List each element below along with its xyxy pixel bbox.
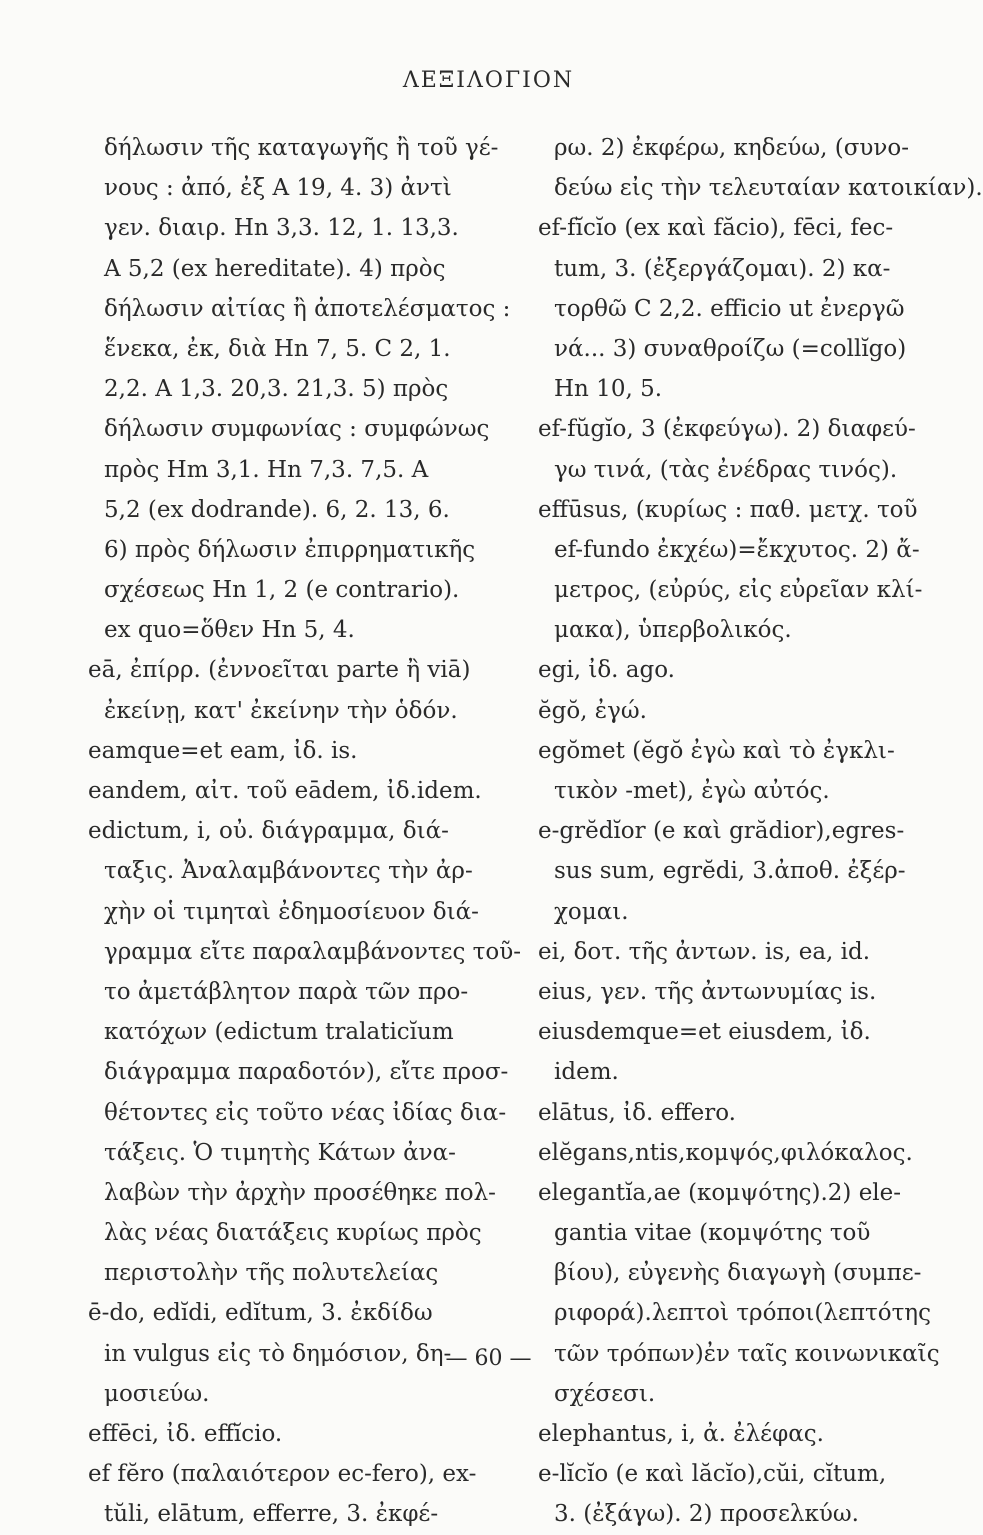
text-line: ἕνεκα, ἐκ, διὰ Hn 7, 5. C 2, 1. <box>104 335 451 362</box>
text-line: διάγραμμα παραδοτόν), εἴτε προσ- <box>104 1059 509 1086</box>
text-line: δήλωσιν συμφωνίας : συμφώνως <box>104 416 490 443</box>
text-line: δήλωσιν αἰτίας ἢ ἀποτελέσματος : <box>104 295 511 322</box>
text-line: edictum, i, οὐ. διάγραμμα, διά- <box>88 818 449 845</box>
text-line: 2,2. A 1,3. 20,3. 21,3. 5) πρὸς <box>104 376 449 403</box>
text-line: λαβὼν τὴν ἀρχὴν προσέθηκε πολ- <box>104 1179 496 1206</box>
text-line: eamque=et eam, ἰδ. is. <box>88 737 358 764</box>
text-line: τάξεις. Ὁ τιμητὴς Κάτων ἀνα- <box>104 1139 456 1166</box>
text-line: κατόχων (edictum tralaticĭum <box>104 1019 454 1046</box>
text-line: elephantus, i, ἀ. ἐλέφας. <box>538 1421 824 1447</box>
text-line: τορθῶ C 2,2. efficio ut ἐνεργῶ <box>554 295 905 322</box>
text-line: νά... 3) συναθροίζω (=collĭgo) <box>554 335 907 362</box>
text-line: βίου), εὐγενὴς διαγωγὴ (συμπε- <box>554 1260 922 1287</box>
text-line: effēci, ἰδ. effĭcio. <box>88 1421 283 1447</box>
text-line: 3. (ἐξάγω). 2) προσελκύω. <box>554 1501 859 1528</box>
text-line: γω τινά, (τὰς ἐνέδρας τινός). <box>554 456 898 483</box>
text-line: ef-fĭcĭo (ex καὶ făcio), fēci, fec- <box>538 215 894 242</box>
text-line: sus sum, egrĕdi, 3.ἀποθ. ἐξέρ- <box>554 858 906 885</box>
text-line: in vulgus εἰς τὸ δημόσιον, δη- <box>104 1340 452 1367</box>
text-line: eandem, αἰτ. τοῦ eādem, ἰδ.idem. <box>88 778 482 804</box>
text-line: tum, 3. (ἐξεργάζομαι). 2) κα- <box>554 255 891 282</box>
text-line: elĕgans,ntis,κομψός,φιλόκαλος. <box>538 1139 913 1166</box>
text-line: μοσιεύω. <box>104 1380 210 1407</box>
text-line: egŏmet (ĕgŏ ἐγὼ καὶ τὸ ἐγκλι- <box>538 737 895 764</box>
text-line: elātus, ἰδ. effero. <box>538 1099 736 1126</box>
text-line: μετρος, (εὐρύς, εἰς εὐρεῖαν κλί- <box>554 577 923 604</box>
text-line: σχέσεσι. <box>554 1380 656 1407</box>
text-line: egi, ἰδ. ago. <box>538 657 675 684</box>
text-line: eius, γεν. τῆς ἀντωνυμίας is. <box>538 978 877 1005</box>
text-line: ē-do, edĭdi, edĭtum, 3. ἐκδίδω <box>88 1300 433 1327</box>
text-line: ei, δοτ. τῆς ἀντων. is, ea, id. <box>538 938 871 965</box>
text-line: ef fĕro (παλαιότερον ec-fero), ex- <box>88 1461 477 1488</box>
text-line: 6) πρὸς δήλωσιν ἐπιρρηματικῆς <box>104 536 476 563</box>
text-line: 5,2 (ex dodrande). 6, 2. 13, 6. <box>104 496 450 523</box>
text-line: νους : ἀπό, ἐξ Α 19, 4. 3) ἀντὶ <box>104 175 452 202</box>
text-line: e-lĭcĭo (e καὶ lăcĭo),cŭi, cĭtum, <box>538 1461 887 1488</box>
text-line: gantia vitae (κομψότης τοῦ <box>554 1220 871 1247</box>
text-line: ef-fundo ἐκχέω)=ἔκχυτος. 2) ἄ- <box>554 536 920 563</box>
right-column <box>538 128 983 1535</box>
text-line: A 5,2 (ex hereditate). 4) πρὸς <box>104 255 446 282</box>
text-line: ρω. 2) ἐκφέρω, κηδεύω, (συνο- <box>554 135 909 161</box>
text-line: τικὸν -met), ἐγὼ αὐτός. <box>554 778 830 804</box>
text-line: μακα), ὑπερβολικός. <box>554 617 792 644</box>
text-line: χὴν οἱ τιμηταὶ ἐδημοσίευον διά- <box>104 898 479 925</box>
text-line: ex quo=ὅθεν Hn 5, 4. <box>104 617 355 644</box>
text-line: effūsus, (κυρίως : παθ. μετχ. τοῦ <box>538 496 918 523</box>
text-line: λὰς νέας διατάξεις κυρίως πρὸς <box>104 1220 482 1247</box>
left-column <box>88 128 521 1535</box>
text-line: γραμμα εἴτε παραλαμβάνοντες τοῦ- <box>104 938 521 965</box>
text-line: elegantĭa,ae (κομψότης).2) ele- <box>538 1179 902 1206</box>
text-line: περιστολὴν τῆς πολυτελείας <box>104 1260 439 1287</box>
text-line: ef-fŭgĭo, 3 (ἐκφεύγω). 2) διαφεύ- <box>538 416 916 443</box>
text-line: ἐκείνῃ, κατ' ἐκείνην τὴν ὁδόν. <box>104 697 458 724</box>
text-line: Hn 10, 5. <box>554 376 663 403</box>
page-header: ΛΕΞΙΛΟΓΙΟΝ <box>402 68 575 93</box>
text-line: ταξις. Ἀναλαμβάνοντες τὴν ἀρ- <box>104 858 473 885</box>
text-line: γεν. διαιρ. Hn 3,3. 12, 1. 13,3. <box>104 215 459 242</box>
text-line: σχέσεως Hn 1, 2 (e contrario). <box>104 577 460 604</box>
text-line: tŭli, elātum, efferre, 3. ἐκφέ- <box>104 1501 439 1528</box>
text-line: eā, ἐπίρρ. (ἐννοεῖται parte ἢ viā) <box>88 657 471 684</box>
text-line: χομαι. <box>554 898 629 925</box>
text-line: θέτοντες εἰς τοῦτο νέας ἰδίας δια- <box>104 1099 507 1126</box>
text-line: idem. <box>554 1059 619 1086</box>
text-line: e-grĕdĭor (e καὶ grădior),egres- <box>538 818 905 845</box>
text-line: ĕgŏ, ἐγώ. <box>538 697 647 724</box>
page-number: — 60 — <box>445 1346 532 1371</box>
text-line: ριφορά).λεπτοὶ τρόποι(λεπτότης <box>554 1300 931 1327</box>
text-line: τῶν τρόπων)ἐν ταῖς κοινωνικαῖς <box>554 1340 940 1367</box>
text-line: δήλωσιν τῆς καταγωγῆς ἢ τοῦ γέ- <box>104 135 499 161</box>
text-line: το ἀμετάβλητον παρὰ τῶν προ- <box>104 978 469 1005</box>
text-line: πρὸς Hm 3,1. Hn 7,3. 7,5. A <box>104 456 429 483</box>
text-line: δεύω εἰς τὴν τελευταίαν κατοικίαν). <box>554 175 983 202</box>
text-line: eiusdemque=et eiusdem, ἰδ. <box>538 1019 871 1046</box>
